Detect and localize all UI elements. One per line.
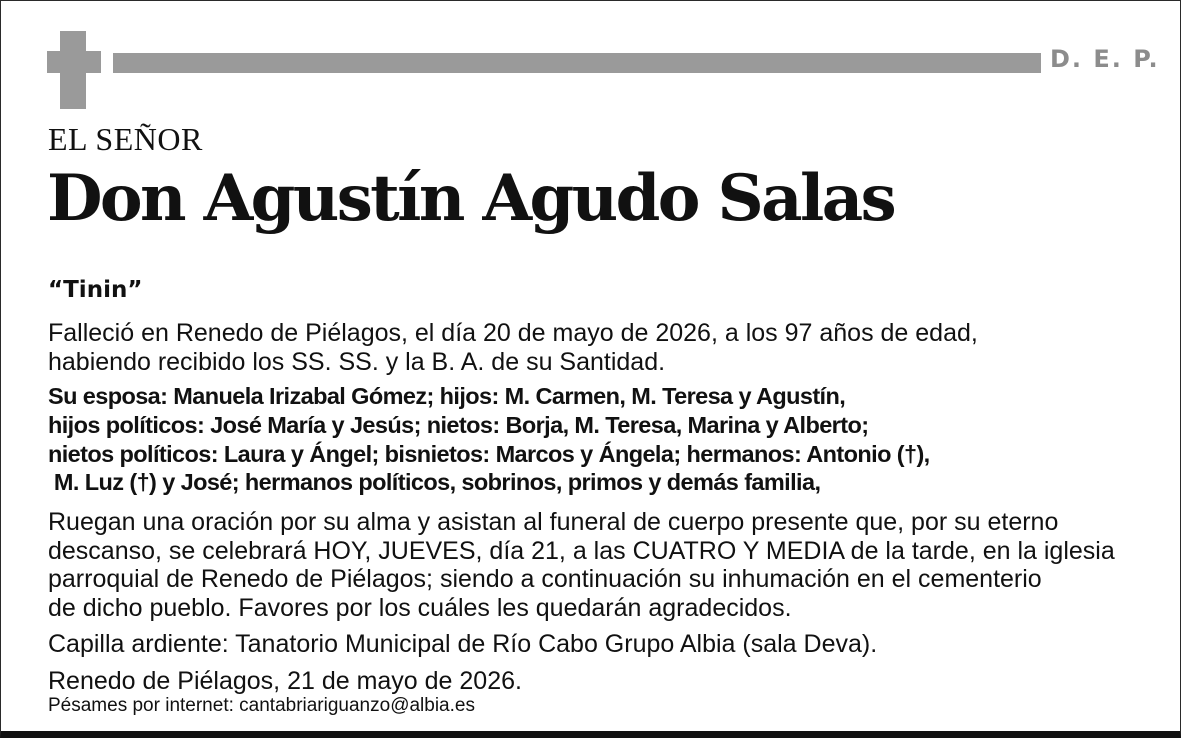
funeral-line: descanso, se celebrará HOY, JUEVES, día 21, a las CUATRO Y MEDIA de la tarde, en la iglesia <box>48 536 1115 565</box>
death-notice-line: Falleció en Renedo de Piélagos, el día 20 de mayo de 2026, a los 97 años de edad, <box>48 319 978 347</box>
family-line: M. Luz (†) y José; hermanos políticos, sobrinos, primos y demás familia, <box>48 469 821 496</box>
death-notice <box>48 319 978 376</box>
condolences-email: Pésames por internet: cantabriariguanzo@albia.es <box>48 695 475 716</box>
honorific-prefix: EL SEÑOR <box>48 121 203 157</box>
place-date: Renedo de Piélagos, 21 de mayo de 2026. <box>48 667 522 695</box>
deceased-name: Don Agustín Agudo Salas <box>47 161 895 236</box>
dep-label: D. E. P. <box>1050 45 1160 73</box>
family-list <box>48 382 930 497</box>
header-rule <box>113 53 1041 73</box>
cross-horizontal-bar <box>47 51 101 73</box>
funeral-line: parroquial de Renedo de Piélagos; siendo a continuación su inhumación en el cementerio <box>48 565 1042 593</box>
family-line: hijos políticos: José María y Jesús; nietos: Borja, M. Teresa, Marina y Alberto; <box>48 411 869 438</box>
chapel-info: Capilla ardiente: Tanatorio Municipal de Río Cabo Grupo Albia (sala Deva). <box>48 630 878 658</box>
funeral-line: de dicho pueblo. Favores por los cuáles les quedarán agradecidos. <box>48 593 792 622</box>
death-notice-line: habiendo recibido los SS. SS. y la B. A. de su Santidad. <box>48 347 666 376</box>
family-line: nietos políticos: Laura y Ángel; bisnietos: Marcos y Ángela; hermanos: Antonio (†), <box>48 440 930 467</box>
deceased-nickname: “Tinin” <box>48 277 143 303</box>
family-line: Su esposa: Manuela Irizabal Gómez; hijos: M. Carmen, M. Teresa y Agustín, <box>48 383 846 409</box>
funeral-details <box>48 508 1115 622</box>
funeral-line: Ruegan una oración por su alma y asistan al funeral de cuerpo presente que, por su eterno <box>48 508 1059 536</box>
